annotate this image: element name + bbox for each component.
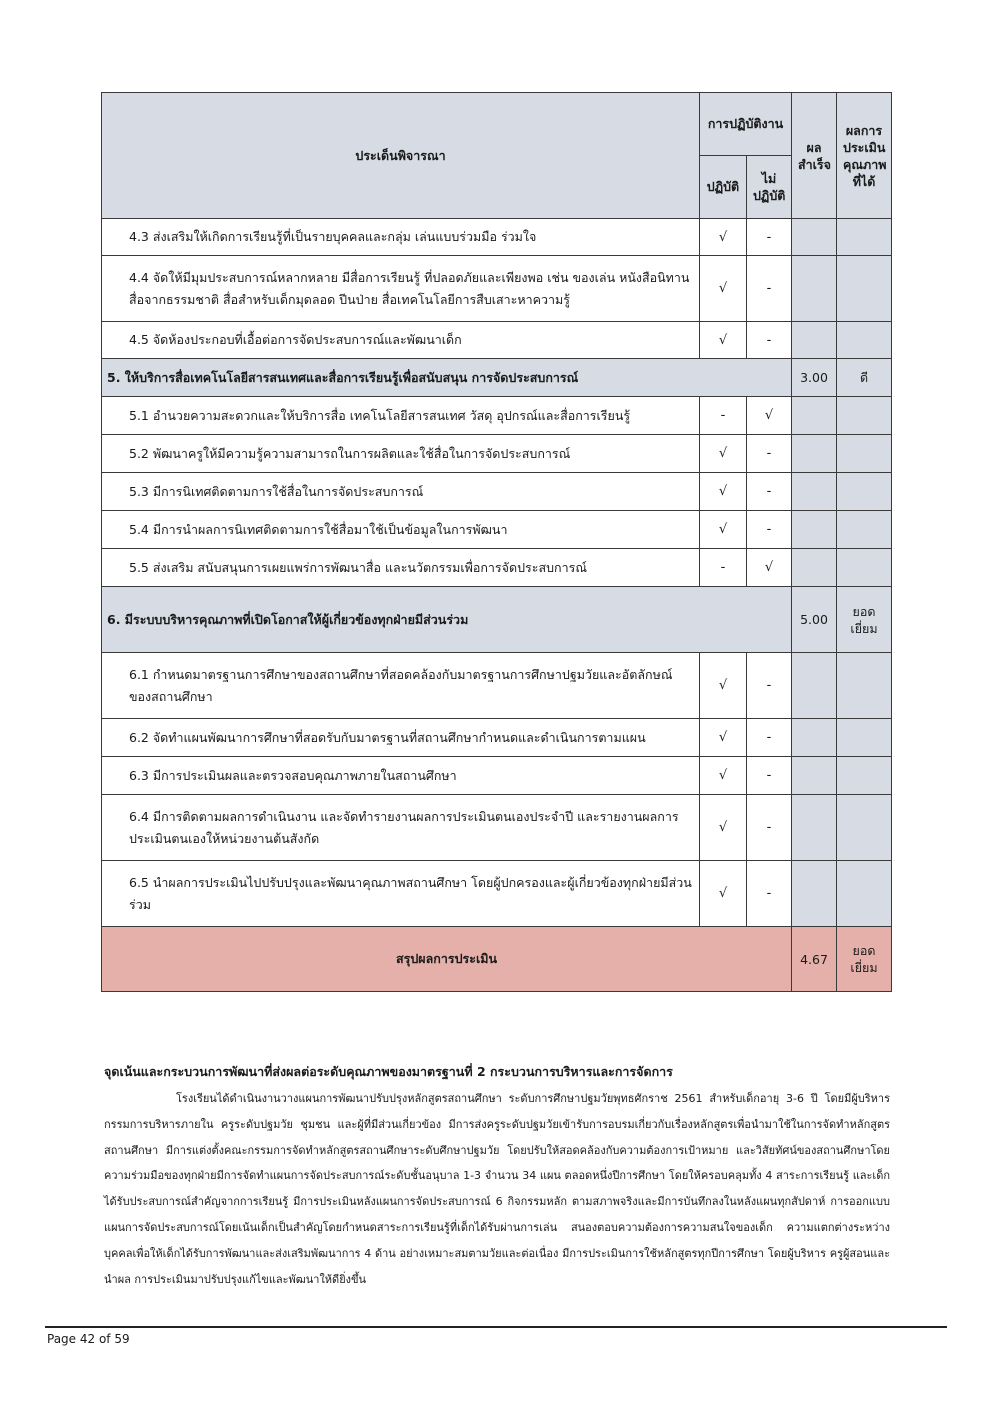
not-done-mark: √ [747, 397, 792, 435]
item-text: 6.1 กำหนดมาตรฐานการศึกษาของสถานศึกษาที่สอดคล้องกับมาตรฐานการศึกษาปฐมวัยและอัตลักษณ์ของสถานศึกษา [102, 653, 700, 719]
result-cell [792, 757, 837, 795]
quality-cell [837, 256, 892, 322]
result-cell [792, 256, 837, 322]
done-mark: - [700, 549, 747, 587]
quality-cell [837, 322, 892, 359]
not-done-mark: √ [747, 549, 792, 587]
quality-cell [837, 861, 892, 927]
section-title: 5. ให้บริการสื่อเทคโนโลยีสารสนเทศและสื่อการเรียนรู้เพื่อสนับสนุน การจัดประสบการณ์ [102, 359, 792, 397]
section-score: 5.00 [792, 587, 837, 653]
done-mark: √ [700, 435, 747, 473]
result-cell [792, 473, 837, 511]
done-mark: √ [700, 473, 747, 511]
not-done-mark: - [747, 435, 792, 473]
table-row [102, 435, 892, 473]
done-mark: √ [700, 757, 747, 795]
done-mark: √ [700, 653, 747, 719]
header-row [102, 93, 892, 156]
summary-row [102, 927, 892, 992]
result-cell [792, 435, 837, 473]
table-row [102, 653, 892, 719]
header-result: ผลสำเร็จ [792, 93, 837, 219]
result-cell [792, 861, 837, 927]
table-row [102, 795, 892, 861]
item-text: 6.2 จัดทำแผนพัฒนาการศึกษาที่สอดรับกับมาตรฐานที่สถานศึกษากำหนดและดำเนินการตามแผน [102, 719, 700, 757]
result-cell [792, 719, 837, 757]
development-title: จุดเน้นและกระบวนการพัฒนาที่ส่งผลต่อระดับคุณภาพของมาตรฐานที่ 2 กระบวนการบริหารและการจัดการ [104, 1064, 673, 1079]
not-done-mark: - [747, 719, 792, 757]
item-text: 5.1 อำนวยความสะดวกและให้บริการสื่อ เทคโนโลยีสารสนเทศ วัสดุ อุปกรณ์และสื่อการเรียนรู้ [102, 397, 700, 435]
quality-cell [837, 653, 892, 719]
quality-cell [837, 473, 892, 511]
result-cell [792, 511, 837, 549]
item-text: 5.5 ส่งเสริม สนับสนุนการเผยแพร่การพัฒนาสื่อ และนวัตกรรมเพื่อการจัดประสบการณ์ [102, 549, 700, 587]
quality-cell [837, 549, 892, 587]
evaluation-table-body [102, 93, 892, 992]
section-title: 6. มีระบบบริหารคุณภาพที่เปิดโอกาสให้ผู้เกี่ยวข้องทุกฝ่ายมีส่วนร่วม [102, 587, 792, 653]
footer-divider [45, 1326, 947, 1328]
development-body: โรงเรียนได้ดำเนินงานวางแผนการพัฒนาปรับปรุงหลักสูตรสถานศึกษา ระดับการศึกษาปฐมวัยพุทธศักราช 2561 สำหรับเด็กอายุ 3-6 ปี โดยมีผู้บริหาร กรรมการบริหารภายใน ครูระดับปฐมวัย ชุมชน และผู้ที่มีส่วนเกี่ยวข้อง มีการส่งครูระดับปฐมวัยเข้ารับการอบรมเกี่ยวกับเรื่องหลักสูตรเพื่อนำมาใช้ในการจัดทำหลักสูตรสถานศึกษา มีการแต่งตั้งคณะกรรมการจัดทำหลักสูตรสถานศึกษาระดับศึกษาปฐมวัย โดยปรับให้สอดคล้องกับความต้องการเป้าหมาย และวิสัยทัศน์ของสถานศึกษาโดยความร่วมมือของทุกฝ่ายมีการจัดทำแผนการจัดประสบการณ์ระดับชั้นอนุบาล 1-3 จำนวน 34 แผน ตลอดหนึ่งปีการศึกษา โดยให้ครอบคลุมทั้ง 4 สาระการเรียนรู้ และเด็กได้รับประสบการณ์สำคัญจากการเรียนรู้ มีการประเมินหลังแผนการจัดประสบการณ์ 6 กิจกรรมหลัก ตามสภาพจริงและมีการบันทึกลงในหลังแผนทุกสัปดาห์ การออกแบบแผนการจัดประสบการณ์โดยเน้นเด็กเป็นสำคัญโดยกำหนดสาระการเรียนรู้ที่เด็กได้รับผ่านการเล่น สนองตอบความต้องการความสนใจของเด็ก ความแตกต่างระหว่างบุคคลเพื่อให้เด็กได้รับการพัฒนาและส่งเสริมพัฒนาการ 4 ด้าน อย่างเหมาะสมตามวัยและต่อเนื่อง มีการประเมินการใช้หลักสูตรทุกปีการศึกษา โดยผู้บริหาร ครูผู้สอนและนำผล การประเมินมาปรับปรุงแก้ไขและพัฒนาให้ดียิ่งขึ้น [104, 1092, 890, 1286]
evaluation-table [101, 92, 892, 992]
result-cell [792, 322, 837, 359]
quality-cell [837, 757, 892, 795]
done-mark: √ [700, 511, 747, 549]
item-text: 5.4 มีการนำผลการนิเทศติดตามการใช้สื่อมาใช้เป็นข้อมูลในการพัฒนา [102, 511, 700, 549]
quality-cell [837, 397, 892, 435]
table-row [102, 322, 892, 359]
header-done: ปฏิบัติ [700, 156, 747, 219]
summary-score: 4.67 [792, 927, 837, 992]
done-mark: √ [700, 256, 747, 322]
done-mark: √ [700, 219, 747, 256]
page-number: Page 42 of 59 [47, 1332, 130, 1346]
done-mark: √ [700, 322, 747, 359]
result-cell [792, 795, 837, 861]
done-mark: √ [700, 861, 747, 927]
not-done-mark: - [747, 861, 792, 927]
item-text: 6.5 นำผลการประเมินไปปรับปรุงและพัฒนาคุณภาพสถานศึกษา โดยผู้ปกครองและผู้เกี่ยวข้องทุกฝ่ายมีส่วนร่วม [102, 861, 700, 927]
item-text: 4.3 ส่งเสริมให้เกิดการเรียนรู้ที่เป็นรายบุคคลและกลุ่ม เล่นแบบร่วมมือ ร่วมใจ [102, 219, 700, 256]
not-done-mark: - [747, 219, 792, 256]
result-cell [792, 397, 837, 435]
header-not-done: ไม่ปฏิบัติ [747, 156, 792, 219]
item-text: 5.2 พัฒนาครูให้มีความรู้ความสามารถในการผลิตและใช้สื่อในการจัดประสบการณ์ [102, 435, 700, 473]
result-cell [792, 219, 837, 256]
result-cell [792, 653, 837, 719]
done-mark: √ [700, 719, 747, 757]
not-done-mark: - [747, 473, 792, 511]
table-row [102, 757, 892, 795]
section-quality: ยอดเยี่ยม [837, 587, 892, 653]
not-done-mark: - [747, 511, 792, 549]
quality-cell [837, 719, 892, 757]
not-done-mark: - [747, 322, 792, 359]
item-text: 6.4 มีการติดตามผลการดำเนินงาน และจัดทำรายงานผลการประเมินตนเองประจำปี และรายงานผลการประเมินตนเองให้หน่วยงานต้นสังกัด [102, 795, 700, 861]
item-text: 5.3 มีการนิเทศติดตามการใช้สื่อในการจัดประสบการณ์ [102, 473, 700, 511]
header-practice: การปฏิบัติงาน [700, 93, 792, 156]
item-text: 6.3 มีการประเมินผลและตรวจสอบคุณภาพภายในสถานศึกษา [102, 757, 700, 795]
quality-cell [837, 795, 892, 861]
table-row [102, 549, 892, 587]
section-row [102, 359, 892, 397]
table-row [102, 219, 892, 256]
table-row [102, 473, 892, 511]
not-done-mark: - [747, 757, 792, 795]
section-quality: ดี [837, 359, 892, 397]
result-cell [792, 549, 837, 587]
not-done-mark: - [747, 653, 792, 719]
done-mark: - [700, 397, 747, 435]
item-text: 4.5 จัดห้องประกอบที่เอื้อต่อการจัดประสบการณ์และพัฒนาเด็ก [102, 322, 700, 359]
summary-label: สรุปผลการประเมิน [102, 927, 792, 992]
done-mark: √ [700, 795, 747, 861]
not-done-mark: - [747, 256, 792, 322]
table-row [102, 397, 892, 435]
quality-cell [837, 511, 892, 549]
summary-quality: ยอดเยี่ยม [837, 927, 892, 992]
item-text: 4.4 จัดให้มีมุมประสบการณ์หลากหลาย มีสื่อการเรียนรู้ ที่ปลอดภัยและเพียงพอ เช่น ของเล่น หนังสือนิทาน สื่อจากธรรมชาติ สื่อสำหรับเด็กมุดลอด ปีนป่าย สื่อเทคโนโลยีการสืบเสาะหาความรู้ [102, 256, 700, 322]
not-done-mark: - [747, 795, 792, 861]
table-row [102, 861, 892, 927]
table-row [102, 256, 892, 322]
quality-cell [837, 435, 892, 473]
header-topic: ประเด็นพิจารณา [102, 93, 700, 219]
table-row [102, 719, 892, 757]
section-score: 3.00 [792, 359, 837, 397]
section-row [102, 587, 892, 653]
quality-cell [837, 219, 892, 256]
header-quality: ผลการประเมินคุณภาพที่ได้ [837, 93, 892, 219]
table-row [102, 511, 892, 549]
